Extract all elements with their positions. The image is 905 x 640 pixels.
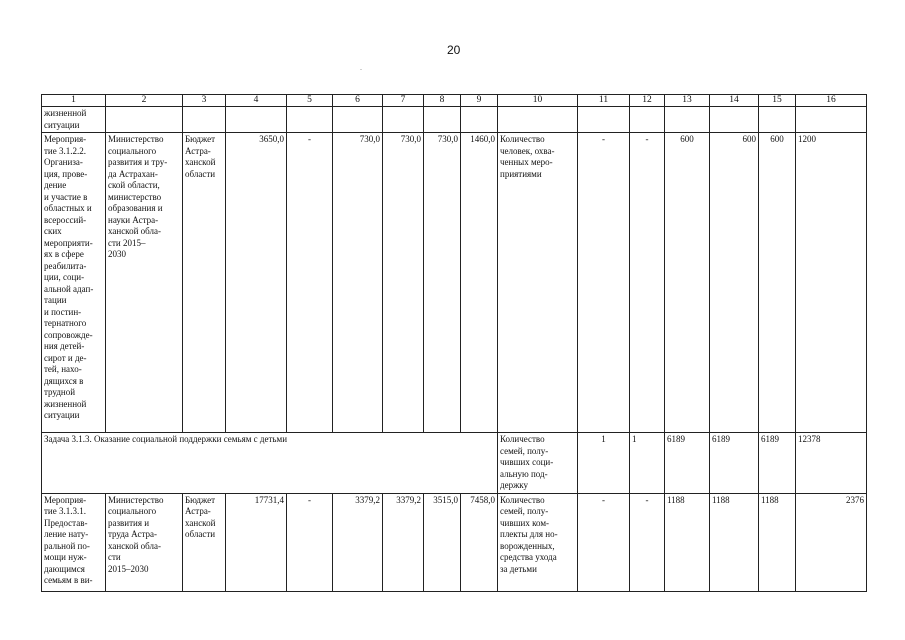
col-header: 3 — [183, 95, 226, 107]
col-header: 11 — [578, 95, 630, 107]
amount-cell: - — [287, 493, 333, 591]
executor-cell: Министерство социального развития и тру- да Астрахан- ской области, министерство образования и науки Астра- ханской обла- сти 2015– 2030 — [106, 133, 183, 433]
col-header: 8 — [424, 95, 461, 107]
table-row — [42, 107, 867, 133]
indicator-value-cell: 600 — [759, 133, 796, 433]
page-number: 20 — [447, 43, 461, 57]
amount-cell: 3379,2 — [333, 493, 383, 591]
col-header: 13 — [665, 95, 710, 107]
amount-cell: 7458,0 — [461, 493, 498, 591]
indicator-value-cell: 6189 — [710, 433, 759, 494]
indicator-value-cell: - — [578, 493, 630, 591]
col-header: 1 — [42, 95, 106, 107]
col-header: 15 — [759, 95, 796, 107]
speck: . — [360, 63, 362, 72]
indicator-value-cell: 12378 — [796, 433, 867, 494]
program-table — [41, 94, 867, 592]
indicator-value-cell: - — [578, 133, 630, 433]
indicator-cell: Количество семей, полу- чивших ком- плекты для но- ворожденных, средства ухода за детьми — [498, 493, 578, 591]
amount-cell: 3379,2 — [383, 493, 424, 591]
indicator-cell: Количество семей, полу- чивших соци- альную под- держку — [498, 433, 578, 494]
column-number-row — [42, 95, 867, 107]
indicator-value-cell: 1 — [630, 433, 665, 494]
col-header: 9 — [461, 95, 498, 107]
indicator-value-cell: 6189 — [665, 433, 710, 494]
col-header: 16 — [796, 95, 867, 107]
amount-cell: 1460,0 — [461, 133, 498, 433]
amount-cell: 730,0 — [333, 133, 383, 433]
indicator-value-cell: 1 — [578, 433, 630, 494]
indicator-value-cell: 1200 — [796, 133, 867, 433]
col-header: 5 — [287, 95, 333, 107]
measure-name-cell: Мероприя- тие 3.1.2.2. Организа- ция, прове- дение и участие в областных и всероссий- ских мероприяти- ях в сфере реабилита- ции, соци- альной адап- тации и постин- тернатного сопровожде- ния детей- сирот и де- тей, нахо- дящихся в трудной жизненной ситуации — [42, 133, 106, 433]
amount-cell: 3515,0 — [424, 493, 461, 591]
table-row — [42, 493, 867, 591]
measure-name-cell: Мероприя- тие 3.1.3.1. Предостав- ление нату- ральной по- мощи нуж- дающимся семьям в ви- — [42, 493, 106, 591]
amount-cell: 17731,4 — [226, 493, 287, 591]
executor-cell: Министерство социального развития и труда Астра- ханской обла- сти 2015–2030 — [106, 493, 183, 591]
amount-cell: - — [287, 133, 333, 433]
col-header: 12 — [630, 95, 665, 107]
indicator-cell: Количество человек, охва- ченных меро- приятиями — [498, 133, 578, 433]
amount-cell: 730,0 — [424, 133, 461, 433]
col-header: 14 — [710, 95, 759, 107]
col-header: 2 — [106, 95, 183, 107]
funding-source-cell: Бюджет Астра- ханской области — [183, 133, 226, 433]
indicator-value-cell: - — [630, 133, 665, 433]
indicator-value-cell: 600 — [665, 133, 710, 433]
indicator-value-cell: 6189 — [759, 433, 796, 494]
measure-name-cell: жизненной ситуации — [42, 107, 106, 133]
amount-cell: 3650,0 — [226, 133, 287, 433]
indicator-value-cell: 1188 — [665, 493, 710, 591]
indicator-value-cell: 2376 — [796, 493, 867, 591]
col-header: 6 — [333, 95, 383, 107]
indicator-value-cell: 600 — [710, 133, 759, 433]
amount-cell: 730,0 — [383, 133, 424, 433]
task-title-cell: Задача 3.1.3. Оказание социальной поддержки семьям с детьми — [42, 433, 498, 494]
col-header: 10 — [498, 95, 578, 107]
col-header: 4 — [226, 95, 287, 107]
col-header: 7 — [383, 95, 424, 107]
indicator-value-cell: 1188 — [710, 493, 759, 591]
table-row — [42, 133, 867, 433]
task-row — [42, 433, 867, 494]
indicator-value-cell: 1188 — [759, 493, 796, 591]
funding-source-cell: Бюджет Астра- ханской области — [183, 493, 226, 591]
indicator-value-cell: - — [630, 493, 665, 591]
